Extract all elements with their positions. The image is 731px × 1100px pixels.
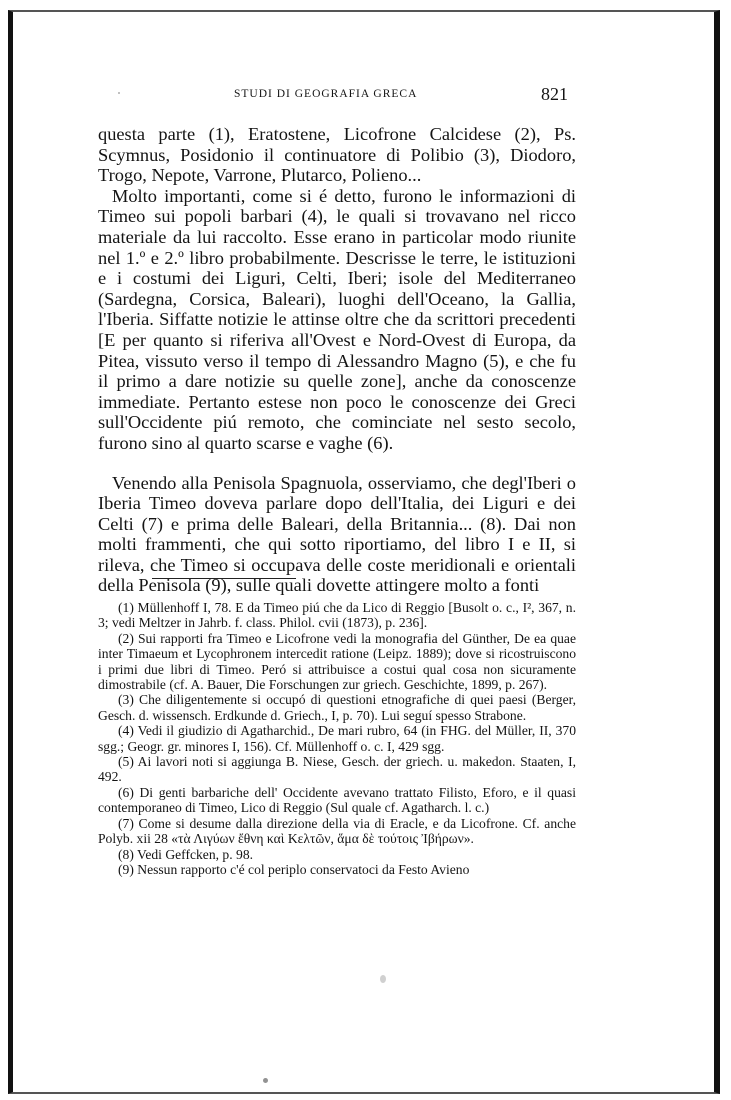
footnote-3: (3) Che diligentemente si occupó di questioni etnografiche di quei paesi (Berger, Gesch. d. wissensch. Erdkunde d. Griech., I, p. 70). Lui seguí spesso Strabone. bbox=[98, 692, 576, 723]
footnote-2: (2) Sui rapporti fra Timeo e Licofrone vedi la monografia del Günther, De ea quae inter Timaeum et Lycophronem intercedit ratione (Leipz. 1889); dove si ricostruiscono i primi due libri di Timeo. Peró si attribuisce a costui qual cosa non sicuramente dimostrabile (cf. A. Bauer, Die Forschungen zur griech. Geschichte, 1899, p. 267). bbox=[98, 630, 576, 693]
ink-speck bbox=[380, 975, 386, 983]
main-text bbox=[98, 124, 576, 596]
paragraph-1: questa parte (1), Eratostene, Licofrone Calcidese (2), Ps. Scymnus, Posidonio il continuatore di Polibio (3), Diodoro, Trogo, Nepote, Varrone, Plutarco, Polieno... bbox=[98, 124, 576, 186]
footnote-8: (8) Vedi Geffcken, p. 98. bbox=[118, 846, 254, 862]
ink-speck bbox=[118, 92, 120, 94]
footnote-6: (6) Di genti barbariche dell' Occidente avevano trattato Filisto, Eforo, e il quasi contemporaneo di Timeo, Lico di Reggio (Sul quale cf. Agatharch. l. c.) bbox=[98, 784, 576, 816]
footnote-9: (9) Nessun rapporto c'é col periplo conservatoci da Festo Avieno bbox=[118, 861, 470, 877]
footnotes bbox=[98, 600, 576, 877]
paragraph-2: Molto importanti, come si é detto, furono le informazioni di Timeo sui popoli barbari (4), le quali si trovavano nel ricco materiale da lui raccolto. Esse erano in particolar modo riunite nel 1.º e 2.º libro probabilmente. Descrisse le terre, le istituzioni e i costumi dei Liguri, Celti, Iberi; isole del Mediterraneo (Sardegna, Corsica, Baleari), luoghi dell'Oceano, la Gallia, l'Iberia. Siffatte notizie le attinse oltre che da scrittori precedenti [E per quanto si riferiva all'Ovest e Nord-Ovest di Europa, da Pitea, vissuto verso il tempo di Alessandro Magno (5), e che fu il primo a dare notizie su quelle zone], anche da conoscenze immediate. Pertanto estese non poco le conoscenze dei Greci sull'Occidente piú remoto, che cominciate nel sesto secolo, furono sino al quarto scarse e vaghe (6). bbox=[98, 185, 576, 453]
footnote-4: (4) Vedi il giudizio di Agatharchid., De mari rubro, 64 (in FHG. del Müller, II, 370 sgg.; Geogr. gr. minores I, 156). Cf. Müllenhoff o. c. I, 429 sgg. bbox=[98, 723, 576, 754]
page-header bbox=[98, 84, 576, 108]
page-number: 821 bbox=[541, 84, 568, 104]
footnote-5: (5) Ai lavori noti si aggiunga B. Niese, Gesch. der griech. u. makedon. Staaten, I, 492. bbox=[98, 754, 576, 785]
footnote-1: (1) Müllenhoff I, 78. E da Timeo piú che da Lico di Reggio [Busolt o. c., I², 367, n. 3; vedi Meltzer in Jahrb. f. class. Philol. cvii (1873), p. 236]. bbox=[98, 600, 576, 631]
paragraph-3: Venendo alla Penisola Spagnuola, osserviamo, che degl'Iberi o Iberia Timeo doveva parlare dopo dell'Italia, dei Liguri e dei Celti (7) e prima delle Baleari, della Britannia... (8). Dai non molti frammenti, che qui sotto riportiamo, del libro I e II, si rileva, che Timeo si occupava delle coste meridionali e orientali della Penisola (9), sulle quali dovette attingere molto a fonti bbox=[98, 472, 576, 596]
footnote-separator bbox=[152, 578, 296, 579]
footnote-7: (7) Come si desume dalla direzione della via di Eracle, e da Licofrone. Cf. anche Polyb. xii 28 «τὰ Λιγύων ἔθνη καὶ Κελτῶν, ἅμα δὲ τούτοις Ἰβήρων». bbox=[98, 815, 576, 847]
ink-speck bbox=[263, 1078, 268, 1083]
running-title: STUDI DI GEOGRAFIA GRECA bbox=[234, 88, 418, 100]
